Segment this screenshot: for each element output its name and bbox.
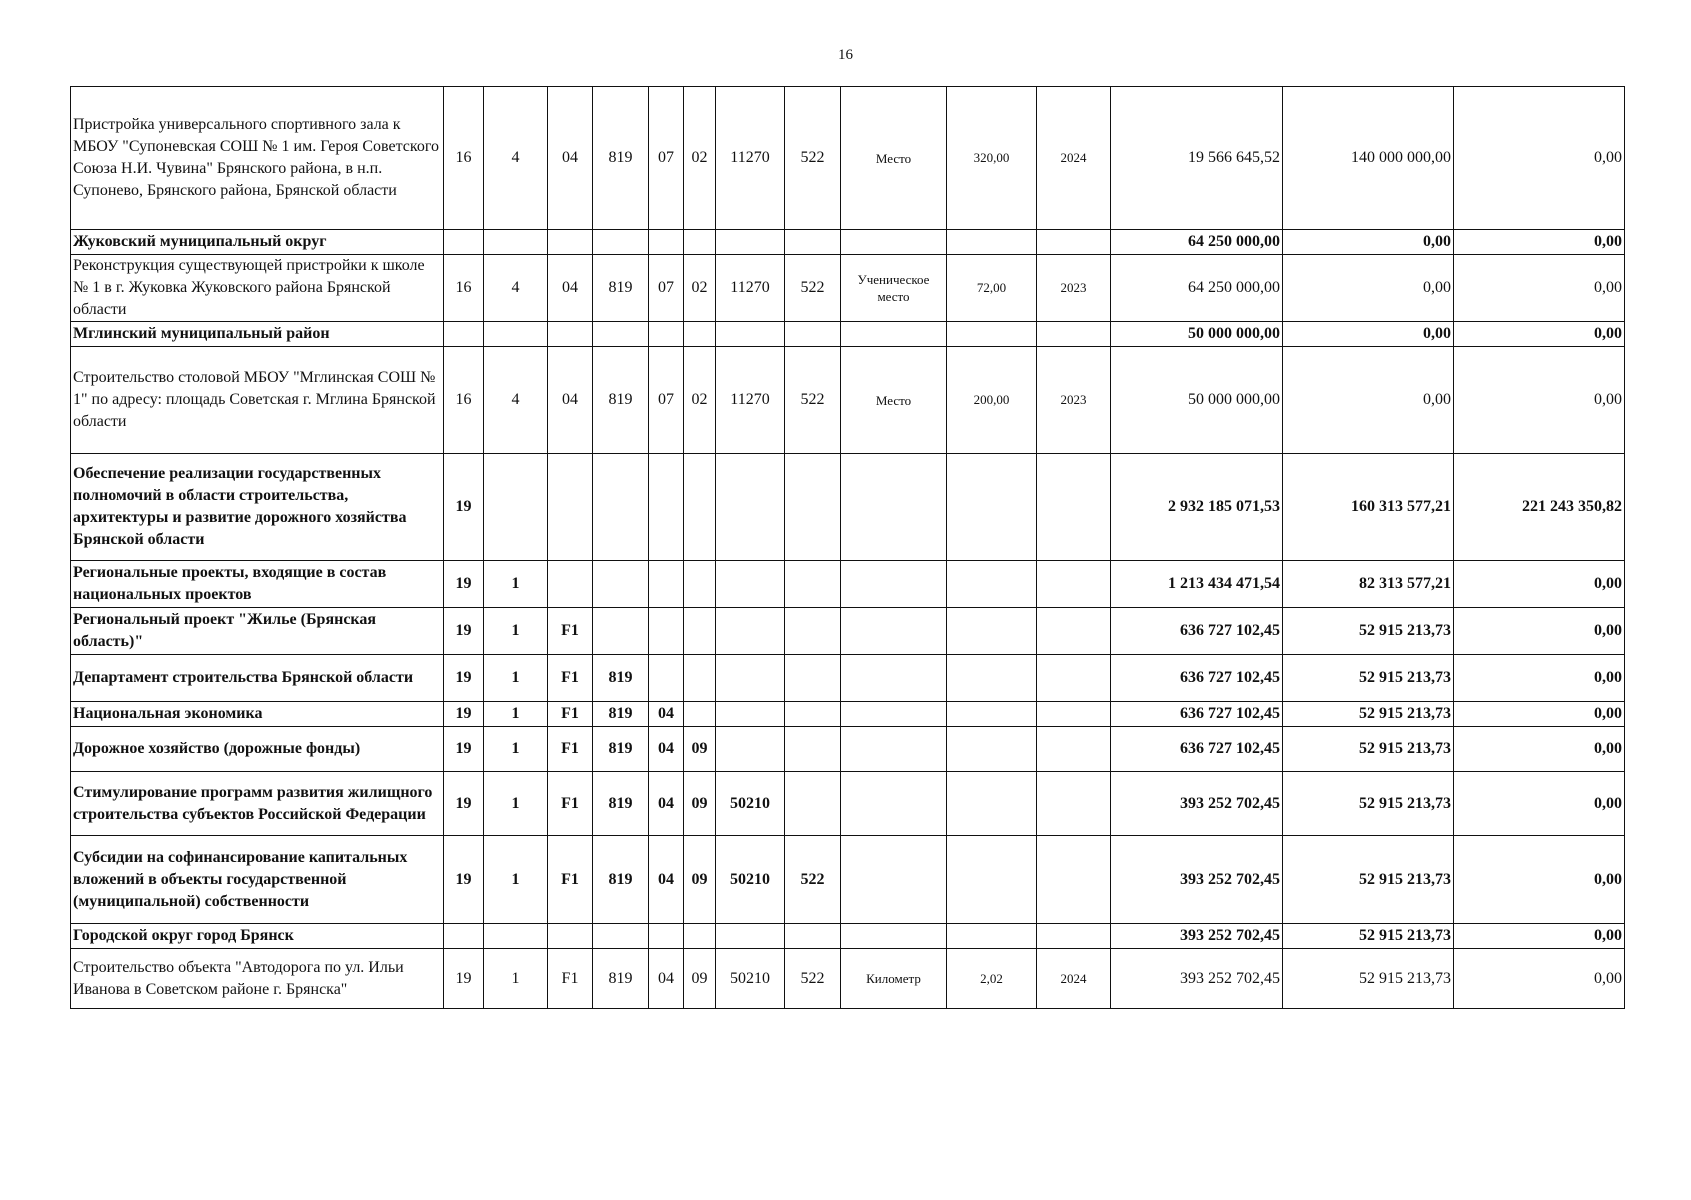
cell-program: 19 <box>444 561 484 608</box>
cell-project <box>548 924 593 949</box>
cell-gku <box>593 608 649 655</box>
cell-capacity: 320,00 <box>947 87 1037 230</box>
cell-unit <box>841 322 947 347</box>
cell-expense-type <box>785 655 841 702</box>
cell-amount-2: 52 915 213,73 <box>1283 949 1454 1009</box>
cell-amount-3: 0,00 <box>1454 322 1625 347</box>
cell-name: Строительство объекта "Автодорога по ул. Ильи Иванова в Советском районе г. Брянска" <box>71 949 444 1009</box>
cell-year: 2024 <box>1037 87 1111 230</box>
cell-subprogram: 1 <box>484 727 548 772</box>
cell-capacity <box>947 836 1037 924</box>
cell-name: Региональные проекты, входящие в состав национальных проектов <box>71 561 444 608</box>
cell-name: Департамент строительства Брянской области <box>71 655 444 702</box>
cell-amount-1: 19 566 645,52 <box>1111 87 1283 230</box>
cell-section <box>649 230 684 255</box>
cell-subprogram: 1 <box>484 772 548 836</box>
cell-expense-type: 522 <box>785 255 841 322</box>
cell-subsection <box>684 454 716 561</box>
cell-unit: Место <box>841 87 947 230</box>
cell-capacity <box>947 230 1037 255</box>
cell-year <box>1037 924 1111 949</box>
cell-expense-type <box>785 727 841 772</box>
table-row <box>71 836 1625 924</box>
cell-unit <box>841 454 947 561</box>
cell-amount-1: 393 252 702,45 <box>1111 772 1283 836</box>
cell-expense-type <box>785 561 841 608</box>
cell-amount-2: 52 915 213,73 <box>1283 836 1454 924</box>
cell-amount-3: 0,00 <box>1454 727 1625 772</box>
cell-name: Национальная экономика <box>71 702 444 727</box>
cell-gku: 819 <box>593 255 649 322</box>
cell-unit <box>841 836 947 924</box>
cell-amount-3: 0,00 <box>1454 230 1625 255</box>
cell-gku <box>593 454 649 561</box>
cell-unit: Место <box>841 347 947 454</box>
cell-name: Реконструкция существующей пристройки к школе № 1 в г. Жуковка Жуковского района Брянской области <box>71 255 444 322</box>
cell-unit <box>841 608 947 655</box>
cell-direction <box>716 655 785 702</box>
cell-section: 04 <box>649 836 684 924</box>
cell-expense-type: 522 <box>785 347 841 454</box>
table-row <box>71 347 1625 454</box>
cell-section <box>649 608 684 655</box>
cell-capacity <box>947 454 1037 561</box>
cell-gku: 819 <box>593 347 649 454</box>
cell-subsection <box>684 655 716 702</box>
cell-amount-1: 50 000 000,00 <box>1111 322 1283 347</box>
cell-amount-2: 52 915 213,73 <box>1283 702 1454 727</box>
cell-year <box>1037 836 1111 924</box>
cell-section: 04 <box>649 772 684 836</box>
cell-program: 19 <box>444 836 484 924</box>
cell-subsection: 09 <box>684 727 716 772</box>
page-number: 16 <box>838 47 853 63</box>
cell-amount-1: 2 932 185 071,53 <box>1111 454 1283 561</box>
cell-amount-3: 0,00 <box>1454 702 1625 727</box>
cell-amount-3: 0,00 <box>1454 255 1625 322</box>
cell-amount-3: 0,00 <box>1454 655 1625 702</box>
cell-program: 16 <box>444 87 484 230</box>
cell-section <box>649 655 684 702</box>
cell-section: 07 <box>649 255 684 322</box>
cell-project: F1 <box>548 727 593 772</box>
cell-direction <box>716 608 785 655</box>
cell-section <box>649 322 684 347</box>
cell-name: Жуковский муниципальный округ <box>71 230 444 255</box>
cell-direction <box>716 230 785 255</box>
cell-gku <box>593 924 649 949</box>
cell-direction <box>716 727 785 772</box>
cell-subprogram: 1 <box>484 561 548 608</box>
cell-program <box>444 924 484 949</box>
cell-subsection <box>684 561 716 608</box>
cell-project: 04 <box>548 87 593 230</box>
cell-subprogram: 1 <box>484 702 548 727</box>
cell-subsection: 02 <box>684 87 716 230</box>
cell-program: 19 <box>444 608 484 655</box>
table-row <box>71 87 1625 230</box>
cell-section: 07 <box>649 347 684 454</box>
cell-section: 07 <box>649 87 684 230</box>
cell-expense-type <box>785 702 841 727</box>
cell-program: 19 <box>444 454 484 561</box>
cell-subsection <box>684 702 716 727</box>
cell-amount-3: 0,00 <box>1454 836 1625 924</box>
cell-program: 19 <box>444 772 484 836</box>
cell-gku: 819 <box>593 702 649 727</box>
cell-section <box>649 454 684 561</box>
cell-amount-3: 0,00 <box>1454 772 1625 836</box>
cell-section: 04 <box>649 702 684 727</box>
cell-capacity <box>947 561 1037 608</box>
cell-gku <box>593 322 649 347</box>
cell-section <box>649 561 684 608</box>
cell-capacity <box>947 322 1037 347</box>
cell-amount-2: 140 000 000,00 <box>1283 87 1454 230</box>
cell-gku <box>593 561 649 608</box>
cell-amount-2: 52 915 213,73 <box>1283 655 1454 702</box>
cell-amount-1: 636 727 102,45 <box>1111 702 1283 727</box>
cell-amount-3: 0,00 <box>1454 949 1625 1009</box>
cell-project: 04 <box>548 255 593 322</box>
cell-direction: 11270 <box>716 347 785 454</box>
cell-project: F1 <box>548 655 593 702</box>
cell-project <box>548 454 593 561</box>
cell-direction <box>716 702 785 727</box>
cell-section <box>649 924 684 949</box>
cell-unit <box>841 772 947 836</box>
cell-expense-type <box>785 322 841 347</box>
cell-subsection: 09 <box>684 949 716 1009</box>
cell-expense-type <box>785 454 841 561</box>
cell-subprogram: 1 <box>484 608 548 655</box>
cell-unit: Ученическое место <box>841 255 947 322</box>
cell-subprogram: 1 <box>484 836 548 924</box>
cell-section: 04 <box>649 727 684 772</box>
cell-name: Мглинский муниципальный район <box>71 322 444 347</box>
cell-project: F1 <box>548 608 593 655</box>
table-row <box>71 608 1625 655</box>
cell-expense-type <box>785 772 841 836</box>
cell-capacity: 200,00 <box>947 347 1037 454</box>
cell-subprogram <box>484 924 548 949</box>
cell-program: 19 <box>444 727 484 772</box>
table-row <box>71 655 1625 702</box>
cell-direction <box>716 561 785 608</box>
cell-amount-3: 0,00 <box>1454 347 1625 454</box>
cell-amount-2: 52 915 213,73 <box>1283 924 1454 949</box>
cell-year <box>1037 454 1111 561</box>
cell-amount-2: 0,00 <box>1283 230 1454 255</box>
cell-amount-3: 0,00 <box>1454 924 1625 949</box>
cell-subprogram: 4 <box>484 347 548 454</box>
cell-capacity <box>947 727 1037 772</box>
cell-program: 16 <box>444 255 484 322</box>
cell-section: 04 <box>649 949 684 1009</box>
cell-unit: Километр <box>841 949 947 1009</box>
cell-subsection <box>684 230 716 255</box>
cell-name: Стимулирование программ развития жилищного строительства субъектов Российской Федерации <box>71 772 444 836</box>
cell-amount-3: 221 243 350,82 <box>1454 454 1625 561</box>
cell-subsection: 02 <box>684 255 716 322</box>
cell-year: 2023 <box>1037 255 1111 322</box>
cell-capacity: 72,00 <box>947 255 1037 322</box>
cell-amount-2: 52 915 213,73 <box>1283 772 1454 836</box>
cell-subprogram <box>484 322 548 347</box>
table-row <box>71 322 1625 347</box>
cell-direction: 50210 <box>716 949 785 1009</box>
cell-name: Пристройка универсального спортивного зала к МБОУ "Супоневская СОШ № 1 им. Героя Советского Союза Н.И. Чувина" Брянского района, в н.п. Супонево, Брянского района, Брянской области <box>71 87 444 230</box>
cell-project: F1 <box>548 772 593 836</box>
cell-project: F1 <box>548 702 593 727</box>
cell-subsection: 09 <box>684 772 716 836</box>
cell-project <box>548 561 593 608</box>
cell-gku: 819 <box>593 949 649 1009</box>
cell-amount-3: 0,00 <box>1454 561 1625 608</box>
cell-gku: 819 <box>593 655 649 702</box>
table-row <box>71 949 1625 1009</box>
table-row <box>71 454 1625 561</box>
cell-amount-3: 0,00 <box>1454 87 1625 230</box>
cell-unit <box>841 655 947 702</box>
cell-year <box>1037 608 1111 655</box>
cell-direction: 50210 <box>716 836 785 924</box>
cell-subprogram <box>484 454 548 561</box>
table-row <box>71 727 1625 772</box>
cell-project: F1 <box>548 949 593 1009</box>
cell-unit <box>841 702 947 727</box>
cell-subsection <box>684 924 716 949</box>
cell-amount-2: 0,00 <box>1283 322 1454 347</box>
cell-expense-type: 522 <box>785 87 841 230</box>
cell-subprogram <box>484 230 548 255</box>
cell-capacity <box>947 772 1037 836</box>
cell-program: 19 <box>444 949 484 1009</box>
table-row <box>71 772 1625 836</box>
cell-capacity <box>947 702 1037 727</box>
cell-amount-1: 393 252 702,45 <box>1111 924 1283 949</box>
cell-amount-3: 0,00 <box>1454 608 1625 655</box>
cell-expense-type: 522 <box>785 949 841 1009</box>
cell-amount-2: 0,00 <box>1283 347 1454 454</box>
cell-unit <box>841 230 947 255</box>
cell-expense-type <box>785 608 841 655</box>
table-row <box>71 255 1625 322</box>
cell-name: Дорожное хозяйство (дорожные фонды) <box>71 727 444 772</box>
cell-direction <box>716 924 785 949</box>
cell-project <box>548 322 593 347</box>
budget-table <box>70 86 1625 1009</box>
cell-subprogram: 4 <box>484 87 548 230</box>
cell-amount-1: 1 213 434 471,54 <box>1111 561 1283 608</box>
cell-subsection: 02 <box>684 347 716 454</box>
cell-subprogram: 1 <box>484 949 548 1009</box>
cell-expense-type <box>785 230 841 255</box>
cell-project: 04 <box>548 347 593 454</box>
cell-amount-2: 82 313 577,21 <box>1283 561 1454 608</box>
cell-program <box>444 230 484 255</box>
cell-amount-1: 64 250 000,00 <box>1111 255 1283 322</box>
table-row <box>71 924 1625 949</box>
cell-name: Обеспечение реализации государственных полномочий в области строительства, архитектуры и развитие дорожного хозяйства Брянской области <box>71 454 444 561</box>
cell-gku: 819 <box>593 727 649 772</box>
cell-amount-2: 160 313 577,21 <box>1283 454 1454 561</box>
cell-program: 19 <box>444 655 484 702</box>
cell-amount-1: 50 000 000,00 <box>1111 347 1283 454</box>
cell-expense-type <box>785 924 841 949</box>
cell-subprogram: 1 <box>484 655 548 702</box>
cell-project: F1 <box>548 836 593 924</box>
cell-year: 2023 <box>1037 347 1111 454</box>
table-row <box>71 230 1625 255</box>
cell-name: Региональный проект "Жилье (Брянская область)" <box>71 608 444 655</box>
cell-name: Субсидии на софинансирование капитальных вложений в объекты государственной (муниципальной) собственности <box>71 836 444 924</box>
cell-direction: 11270 <box>716 87 785 230</box>
cell-year <box>1037 230 1111 255</box>
cell-project <box>548 230 593 255</box>
cell-name: Строительство столовой МБОУ "Мглинская СОШ № 1" по адресу: площадь Советская г. Мглина Брянской области <box>71 347 444 454</box>
cell-program <box>444 322 484 347</box>
cell-capacity <box>947 924 1037 949</box>
cell-name: Городской округ город Брянск <box>71 924 444 949</box>
cell-unit <box>841 561 947 608</box>
cell-gku: 819 <box>593 87 649 230</box>
cell-amount-1: 393 252 702,45 <box>1111 949 1283 1009</box>
cell-subsection <box>684 608 716 655</box>
cell-year <box>1037 772 1111 836</box>
cell-direction: 50210 <box>716 772 785 836</box>
cell-year <box>1037 322 1111 347</box>
cell-amount-1: 636 727 102,45 <box>1111 608 1283 655</box>
cell-subprogram: 4 <box>484 255 548 322</box>
cell-amount-2: 52 915 213,73 <box>1283 727 1454 772</box>
cell-year <box>1037 655 1111 702</box>
cell-amount-1: 64 250 000,00 <box>1111 230 1283 255</box>
cell-gku: 819 <box>593 772 649 836</box>
cell-amount-1: 636 727 102,45 <box>1111 727 1283 772</box>
cell-amount-2: 0,00 <box>1283 255 1454 322</box>
cell-year <box>1037 727 1111 772</box>
cell-year: 2024 <box>1037 949 1111 1009</box>
table-row <box>71 702 1625 727</box>
cell-year <box>1037 702 1111 727</box>
cell-gku: 819 <box>593 836 649 924</box>
cell-year <box>1037 561 1111 608</box>
cell-direction <box>716 322 785 347</box>
cell-amount-1: 393 252 702,45 <box>1111 836 1283 924</box>
cell-capacity: 2,02 <box>947 949 1037 1009</box>
cell-subsection <box>684 322 716 347</box>
cell-direction <box>716 454 785 561</box>
table-row <box>71 561 1625 608</box>
cell-program: 19 <box>444 702 484 727</box>
cell-gku <box>593 230 649 255</box>
cell-program: 16 <box>444 347 484 454</box>
cell-unit <box>841 727 947 772</box>
cell-unit <box>841 924 947 949</box>
cell-direction: 11270 <box>716 255 785 322</box>
cell-capacity <box>947 608 1037 655</box>
cell-expense-type: 522 <box>785 836 841 924</box>
cell-amount-1: 636 727 102,45 <box>1111 655 1283 702</box>
cell-amount-2: 52 915 213,73 <box>1283 608 1454 655</box>
cell-capacity <box>947 655 1037 702</box>
cell-subsection: 09 <box>684 836 716 924</box>
